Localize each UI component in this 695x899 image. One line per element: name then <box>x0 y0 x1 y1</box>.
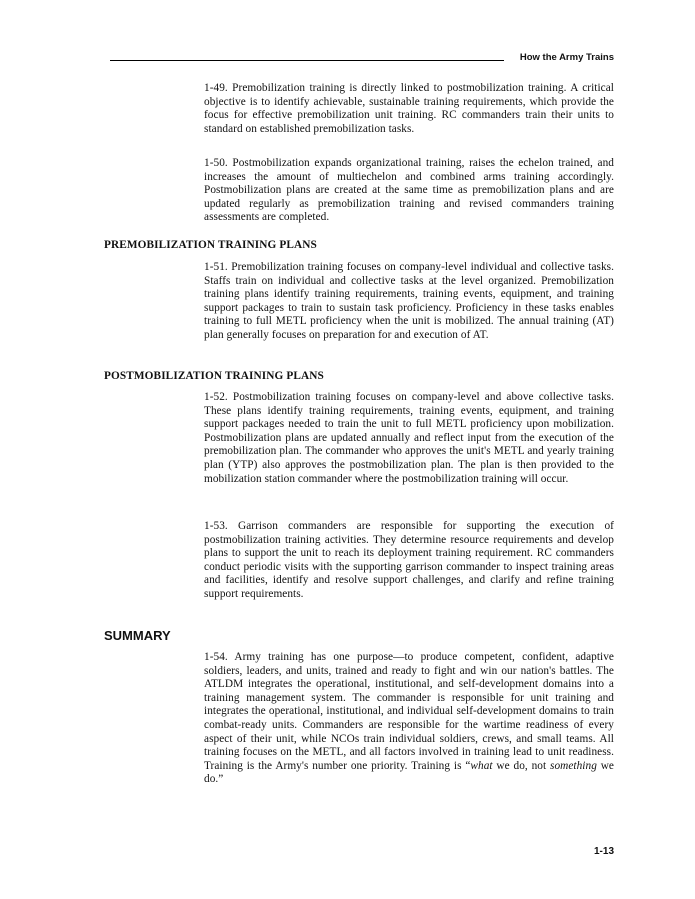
paragraph-1-54-end: we do.” <box>204 759 614 786</box>
header-rule <box>110 60 504 61</box>
paragraph-1-54-mid: we do, not <box>492 759 550 772</box>
paragraph-1-53: 1-53. Garrison commanders are responsible for supporting the execution of postmobilization training activities. They determine resource requirements and develop plans to support the unit to reach its deployment training requirement. RC commanders conduct periodic visits with the supporting garrison commander to inspect training areas and facilities, identify and resolve support challenges, and clarify and refine training support requirements. <box>204 520 614 600</box>
paragraph-1-49: 1-49. Premobilization training is directly linked to postmobilization training. A critical objective is to identify achievable, sustainable training requirements, which provide the focus for effective premobilization unit training. RC commanders train their units to standard on established premobilization tasks. <box>204 82 614 135</box>
paragraph-1-52: 1-52. Postmobilization training focuses on company-level and above collective tasks. These plans identify training requirements, training events, equipment, and training support packages needed to train the unit to full METL proficiency upon mobilization. Postmobilization plans are updated annually and reflect input from the execution of the premobilization plan. The commander who approves the unit's METL and yearly training plan (YTP) also approves the postmobilization plan. The plan is then provided to the mobilization station commander where the postmobilization training will occur. <box>204 391 614 485</box>
section-heading-postmobilization: POSTMOBILIZATION TRAINING PLANS <box>104 370 324 382</box>
section-heading-premobilization: PREMOBILIZATION TRAINING PLANS <box>104 239 317 251</box>
paragraph-1-51: 1-51. Premobilization training focuses on company-level individual and collective tasks. Staffs train on individual and collective tasks at the level organized. Premobilization training plans identify training requirements, training events, equipment, and training support packages to train to sustain task proficiency. Proficiency in these tasks enables training to full METL proficiency when the unit is mobilized. The annual training (AT) plan generally focuses on preparation for and execution of AT. <box>204 261 614 341</box>
paragraph-1-54 <box>204 651 614 787</box>
page-number: 1-13 <box>593 846 614 857</box>
emphasis-something: something <box>550 759 597 772</box>
paragraph-1-50: 1-50. Postmobilization expands organizational training, raises the echelon trained, and increases the amount of multiechelon and combined arms training accordingly. Postmobilization plans are created at the same time as premobilization plans and are updated regularly as premobilization training and revised commanders training assessments are completed. <box>204 157 614 224</box>
emphasis-what: what <box>470 759 493 772</box>
section-heading-summary: SUMMARY <box>104 628 171 643</box>
running-header: How the Army Trains <box>519 52 614 63</box>
paragraph-1-54-text: 1-54. Army training has one purpose—to produce competent, confident, adaptive soldiers, leaders, and units, trained and ready to fight and win our nation's battles. The ATLDM integrates the operational, institutional, and self-development domains into a training management system. The commander is responsible for unit training and integrates the operational, institutional, and individual self-development domains to train combat-ready units. Commanders are responsible for the wartime readiness of every aspect of their unit, while NCOs train individual soldiers, crews, and small teams. All training focuses on the METL, and all factors involved in training lead to unit readiness. Training is the Army's number one priority. Training is “ <box>204 651 614 772</box>
